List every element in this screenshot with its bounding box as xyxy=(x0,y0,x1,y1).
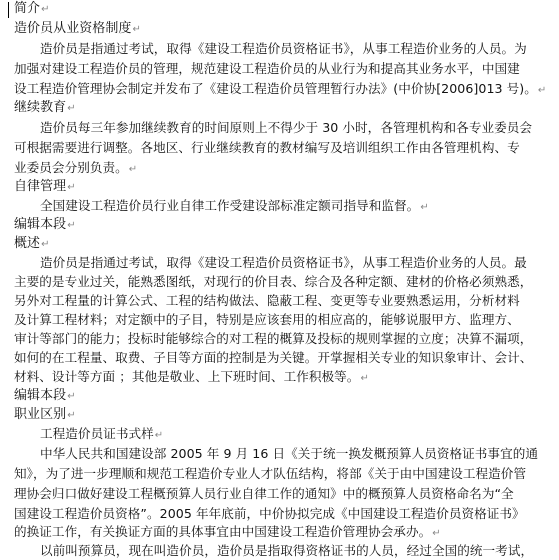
paragraph-mark-icon: ↵ xyxy=(67,182,76,193)
paragraph-line: 以前叫预算员，现在叫造价员，造价员是指取得资格证书的人员，经过全国的统一考试， xyxy=(40,543,534,558)
paragraph-mark-icon: ↵ xyxy=(67,410,76,421)
paragraph-line: 材料、设计等方面 ；其他是敬业、上下班时间、工作积极等。↵ xyxy=(14,369,369,384)
paragraph-mark-icon: ↵ xyxy=(420,202,429,213)
paragraph-line: 另外对工程量的计算公式、工程的结构做法、隐蔽工程、变更等专业要熟悉运用，分析材料 xyxy=(14,293,520,308)
paragraph-line: 中华人民共和国建设部 2005 年 9 月 16 日《关于统一换发概预算人员资格证书事宜的通 xyxy=(40,446,538,461)
paragraph-line: 造价员每三年参加继续教育的时间原则上不得少于 30 小时，各管理机构和各专业委员会 xyxy=(40,120,533,135)
paragraph-mark-icon: ↵ xyxy=(128,164,138,175)
paragraph-mark-icon: ↵ xyxy=(537,85,547,96)
paragraph-line: 加强对建设工程造价员的管理，规范建设工程造价员的从业行为和提高其业务水平，中国建 xyxy=(14,61,520,76)
heading-qualification: 造价员从业资格制度↵ xyxy=(14,21,141,36)
paragraph-mark-icon: ↵ xyxy=(67,391,76,402)
paragraph-mark-icon: ↵ xyxy=(41,239,50,250)
paragraph-line: 如何的在工程量、取费、子目等方面的控制是为关键。开掌握相关专业的知识象审计、会计、 xyxy=(14,350,533,365)
paragraph-line: 设工程造价管理协会制定并发布了《建设工程造价员管理暂行办法》(中价协[2006]013 号)。↵ xyxy=(14,81,547,96)
edit-section-label: 编辑本段↵ xyxy=(14,217,76,232)
paragraph-mark-icon: ↵ xyxy=(67,220,76,231)
heading-continuing-education: 继续教育↵ xyxy=(14,100,76,115)
paragraph-line: 可根据需要进行调整。各地区、行业继续教育的教材编写及培训组织工作由各管理机构、专 xyxy=(14,140,520,155)
edit-section-label: 编辑本段↵ xyxy=(14,388,76,403)
paragraph-line: 业委员会分别负责。↵ xyxy=(14,160,138,175)
paragraph-mark-icon: ↵ xyxy=(360,373,369,384)
paragraph-line: 理协会归口做好建设工程概预算人员行业自律工作的通知》中的概预算人员资格命名为“全 xyxy=(14,486,514,501)
paragraph-mark-icon: ↵ xyxy=(432,528,441,539)
paragraph-line: 的换证工作，有关换证方面的具体事宜由中国建设工程造价管理协会承办。↵ xyxy=(14,524,441,539)
paragraph-line: 国建设工程造价员资格”。2005 年年底前，中价协拟完成《中国建设工程造价员资格证书》 xyxy=(14,506,525,521)
paragraph-line: 审计等部门的能力；投标时能够综合的对工程的概算及投标的规则掌握的立度；决算不漏项， xyxy=(14,331,533,346)
heading-self-regulation: 自律管理↵ xyxy=(14,179,76,194)
heading-intro: 简介↵ xyxy=(14,1,50,16)
heading-overview: 概述↵ xyxy=(14,236,50,251)
paragraph-line: 造价员是指通过考试，取得《建设工程造价员资格证书》，从事工程造价业务的人员。最 xyxy=(40,255,527,270)
paragraph-mark-icon: ↵ xyxy=(132,24,141,35)
heading-career-distinction: 职业区别↵ xyxy=(14,407,76,422)
paragraph-line: 主要的是专业过关，能熟悉图纸，对现行的价目表、综合及各种定额、建材的价格必须熟悉， xyxy=(14,274,533,289)
paragraph-line: 全国建设工程造价员行业自律工作受建设部标准定额司指导和监督。↵ xyxy=(40,198,429,213)
paragraph-line: 及计算工程材料；对定额中的子目，特别是应该套用的相应高的，能够说服甲方、监理方、 xyxy=(14,312,520,327)
paragraph-line: 知》，为了进一步理顺和规范工程造价专业人才队伍结构，将部《关于由中国建设工程造价管 xyxy=(14,466,527,481)
text-cursor xyxy=(8,2,9,18)
paragraph-line: 造价员是指通过考试，取得《建设工程造价员资格证书》，从事工程造价业务的人员。为 xyxy=(40,41,527,56)
caption-certificate-sample: 工程造价员证书式样↵ xyxy=(40,426,164,441)
paragraph-mark-icon: ↵ xyxy=(41,4,50,15)
paragraph-mark-icon: ↵ xyxy=(67,103,76,114)
paragraph-mark-icon: ↵ xyxy=(154,430,164,441)
